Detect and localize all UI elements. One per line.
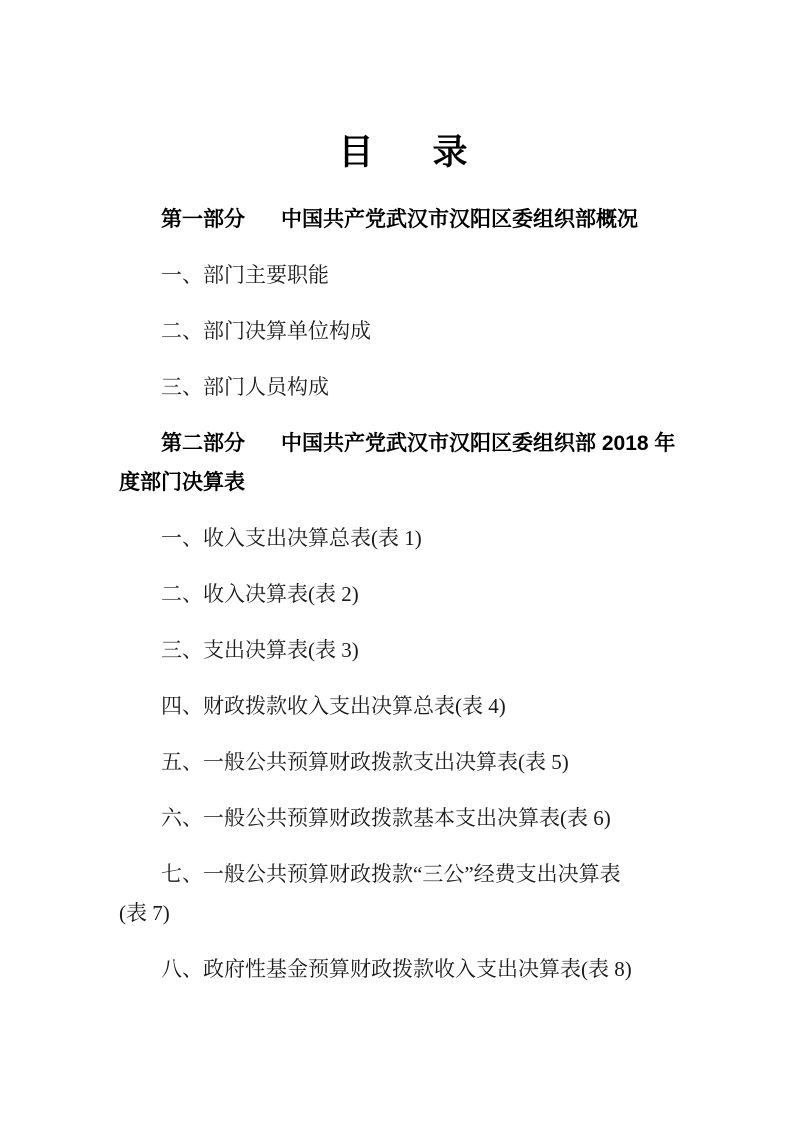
part1-label: 第一部分 (161, 208, 245, 231)
toc-entry-part2-item3: 三、支出决算表(表 3) (161, 638, 359, 662)
toc-entry-part1-item3: 三、部门人员构成 (161, 375, 329, 399)
toc-entry-part1-item1: 一、部门主要职能 (161, 263, 329, 287)
toc-page-title: 目 录 (338, 133, 480, 172)
toc-entry-part2-item5: 五、一般公共预算财政拨款支出决算表(表 5) (161, 750, 569, 774)
part2-label: 第二部分 (161, 432, 245, 455)
toc-entry-part2-item1: 一、收入支出决算总表(表 1) (161, 526, 422, 550)
toc-entry-part2-item2: 二、收入决算表(表 2) (161, 582, 359, 606)
toc-entry-part2-item7-continuation: (表 7) (119, 901, 170, 925)
toc-entry-part2-item7 (119, 855, 687, 933)
part2-heading-line1 (119, 424, 687, 463)
part1-heading (119, 200, 687, 239)
toc-entry-part2-item6: 六、一般公共预算财政拨款基本支出决算表(表 6) (161, 806, 611, 830)
part1-title: 中国共产党武汉市汉阳区委组织部概况 (281, 208, 638, 231)
toc-entry-part1-item2: 二、部门决算单位构成 (161, 319, 371, 343)
part2-title-line1: 中国共产党武汉市汉阳区委组织部 2018 年 (281, 432, 676, 455)
toc-entry-part2-item7-line1: 七、一般公共预算财政拨款“三公”经费支出决算表 (161, 862, 621, 886)
toc-entry-part2-item4: 四、财政拨款收入支出决算总表(表 4) (161, 694, 506, 718)
toc-entry-part2-item8: 八、政府性基金预算财政拨款收入支出决算表(表 8) (161, 957, 632, 981)
part2-title-line2: 度部门决算表 (119, 471, 245, 494)
part2-heading (119, 424, 687, 502)
